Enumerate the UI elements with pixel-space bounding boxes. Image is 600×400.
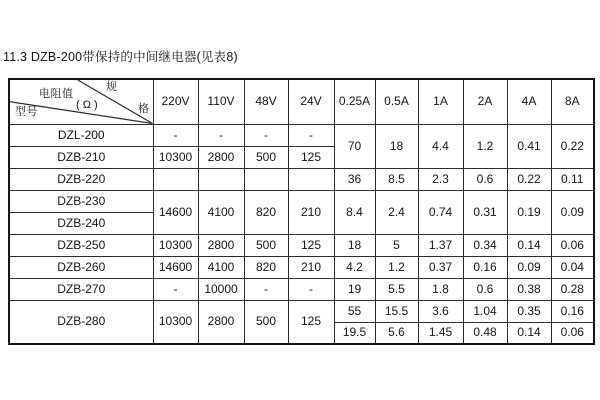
value-cell: 0.38 bbox=[507, 278, 551, 300]
value-cell: 15.5 bbox=[375, 300, 418, 322]
value-cell: 0.35 bbox=[507, 300, 551, 322]
model-cell: DZB-230 bbox=[9, 190, 153, 212]
corner-label-resistance: 电阻值 bbox=[39, 88, 74, 100]
col-header-48v: 48V bbox=[244, 79, 288, 124]
value-cell-merged: 1.2 bbox=[463, 124, 507, 168]
value-cell-merged: 0.31 bbox=[463, 190, 507, 234]
value-cell: 18 bbox=[334, 234, 375, 256]
value-cell: - bbox=[288, 124, 334, 146]
value-cell: 1.2 bbox=[375, 256, 418, 278]
value-cell: 5 bbox=[375, 234, 418, 256]
value-cell: 500 bbox=[244, 146, 288, 168]
header-row bbox=[9, 79, 594, 124]
col-header-4a: 4A bbox=[507, 79, 551, 124]
col-header-2a: 2A bbox=[463, 79, 507, 124]
value-cell: 1.45 bbox=[418, 322, 463, 344]
value-cell-merged: 500 bbox=[244, 300, 288, 344]
value-cell: 0.11 bbox=[551, 168, 594, 190]
value-cell: 0.06 bbox=[551, 322, 594, 344]
value-cell-merged: 14600 bbox=[153, 190, 198, 234]
value-cell: 125 bbox=[288, 146, 334, 168]
value-cell: 10000 bbox=[198, 278, 244, 300]
table-row-dzb-230 bbox=[9, 190, 594, 212]
value-cell: 3.6 bbox=[418, 300, 463, 322]
value-cell: - bbox=[244, 278, 288, 300]
value-cell: - bbox=[288, 278, 334, 300]
col-header-24v: 24V bbox=[288, 79, 334, 124]
value-cell: 0.06 bbox=[551, 234, 594, 256]
value-cell: - bbox=[153, 124, 198, 146]
value-cell: 0.28 bbox=[551, 278, 594, 300]
table-row-dzl-200 bbox=[9, 124, 594, 146]
table-row-dzb-270 bbox=[9, 278, 594, 300]
empty-cell bbox=[153, 168, 198, 190]
empty-cell bbox=[244, 168, 288, 190]
corner-label-spec-char2: 格 bbox=[138, 103, 149, 115]
diagonal-corner-inner bbox=[10, 80, 153, 124]
value-cell: 0.6 bbox=[463, 278, 507, 300]
value-cell-merged: 820 bbox=[244, 190, 288, 234]
value-cell-merged: 210 bbox=[288, 190, 334, 234]
value-cell: 2800 bbox=[198, 234, 244, 256]
value-cell: 0.04 bbox=[551, 256, 594, 278]
value-cell: 10300 bbox=[153, 146, 198, 168]
model-cell: DZB-250 bbox=[9, 234, 153, 256]
model-cell: DZB-240 bbox=[9, 212, 153, 234]
table-row-dzb-280 bbox=[9, 300, 594, 322]
section-title: 11.3 DZB-200带保持的中间继电器(见表8) bbox=[3, 50, 238, 64]
value-cell: 8.5 bbox=[375, 168, 418, 190]
value-cell: 1.8 bbox=[418, 278, 463, 300]
value-cell-merged: 2800 bbox=[198, 300, 244, 344]
value-cell: 4.2 bbox=[334, 256, 375, 278]
value-cell: 0.14 bbox=[507, 234, 551, 256]
value-cell: 5.6 bbox=[375, 322, 418, 344]
value-cell: - bbox=[244, 124, 288, 146]
col-header-1a: 1A bbox=[418, 79, 463, 124]
col-header-05a: 0.5A bbox=[375, 79, 418, 124]
model-cell: DZL-200 bbox=[9, 124, 153, 146]
value-cell: - bbox=[153, 278, 198, 300]
value-cell-merged: 8.4 bbox=[334, 190, 375, 234]
value-cell-merged: 0.41 bbox=[507, 124, 551, 168]
value-cell: 14600 bbox=[153, 256, 198, 278]
value-cell: 5.5 bbox=[375, 278, 418, 300]
value-cell: 820 bbox=[244, 256, 288, 278]
empty-cell bbox=[198, 168, 244, 190]
value-cell: 36 bbox=[334, 168, 375, 190]
value-cell: 1.04 bbox=[463, 300, 507, 322]
col-header-220v: 220V bbox=[153, 79, 198, 124]
col-header-8a: 8A bbox=[551, 79, 594, 124]
value-cell: 0.16 bbox=[551, 300, 594, 322]
value-cell: 0.16 bbox=[463, 256, 507, 278]
model-cell-merged: DZB-280 bbox=[9, 300, 153, 344]
value-cell: 125 bbox=[288, 234, 334, 256]
value-cell: 210 bbox=[288, 256, 334, 278]
corner-label-model: 型号 bbox=[15, 106, 38, 118]
diagonal-corner-cell bbox=[9, 79, 153, 124]
relay-spec-table bbox=[8, 78, 595, 345]
value-cell: 1.37 bbox=[418, 234, 463, 256]
value-cell: 0.37 bbox=[418, 256, 463, 278]
value-cell: 2800 bbox=[198, 146, 244, 168]
model-cell: DZB-220 bbox=[9, 168, 153, 190]
value-cell: 10300 bbox=[153, 234, 198, 256]
value-cell-merged: 0.19 bbox=[507, 190, 551, 234]
table-row-dzb-250 bbox=[9, 234, 594, 256]
corner-label-spec-char1: 规 bbox=[106, 81, 117, 93]
value-cell: 500 bbox=[244, 234, 288, 256]
value-cell-merged: 125 bbox=[288, 300, 334, 344]
value-cell: 55 bbox=[334, 300, 375, 322]
corner-label-unit: ( Ω ) bbox=[76, 99, 98, 111]
value-cell: 0.34 bbox=[463, 234, 507, 256]
value-cell: 0.48 bbox=[463, 322, 507, 344]
value-cell-merged: 4100 bbox=[198, 190, 244, 234]
value-cell: 19.5 bbox=[334, 322, 375, 344]
value-cell-merged: 2.4 bbox=[375, 190, 418, 234]
value-cell-merged: 0.22 bbox=[551, 124, 594, 168]
table-row-dzb-220 bbox=[9, 168, 594, 190]
model-cell: DZB-210 bbox=[9, 146, 153, 168]
model-cell: DZB-260 bbox=[9, 256, 153, 278]
value-cell: - bbox=[198, 124, 244, 146]
value-cell-merged: 4.4 bbox=[418, 124, 463, 168]
value-cell-merged: 0.09 bbox=[551, 190, 594, 234]
value-cell-merged: 18 bbox=[375, 124, 418, 168]
value-cell: 0.6 bbox=[463, 168, 507, 190]
table-row-dzb-260 bbox=[9, 256, 594, 278]
value-cell-merged: 10300 bbox=[153, 300, 198, 344]
empty-cell bbox=[288, 168, 334, 190]
value-cell: 0.22 bbox=[507, 168, 551, 190]
col-header-110v: 110V bbox=[198, 79, 244, 124]
value-cell: 2.3 bbox=[418, 168, 463, 190]
value-cell: 0.14 bbox=[507, 322, 551, 344]
col-header-025a: 0.25A bbox=[334, 79, 375, 124]
value-cell: 4100 bbox=[198, 256, 244, 278]
value-cell: 19 bbox=[334, 278, 375, 300]
value-cell: 0.09 bbox=[507, 256, 551, 278]
value-cell-merged: 70 bbox=[334, 124, 375, 168]
value-cell-merged: 0.74 bbox=[418, 190, 463, 234]
model-cell: DZB-270 bbox=[9, 278, 153, 300]
